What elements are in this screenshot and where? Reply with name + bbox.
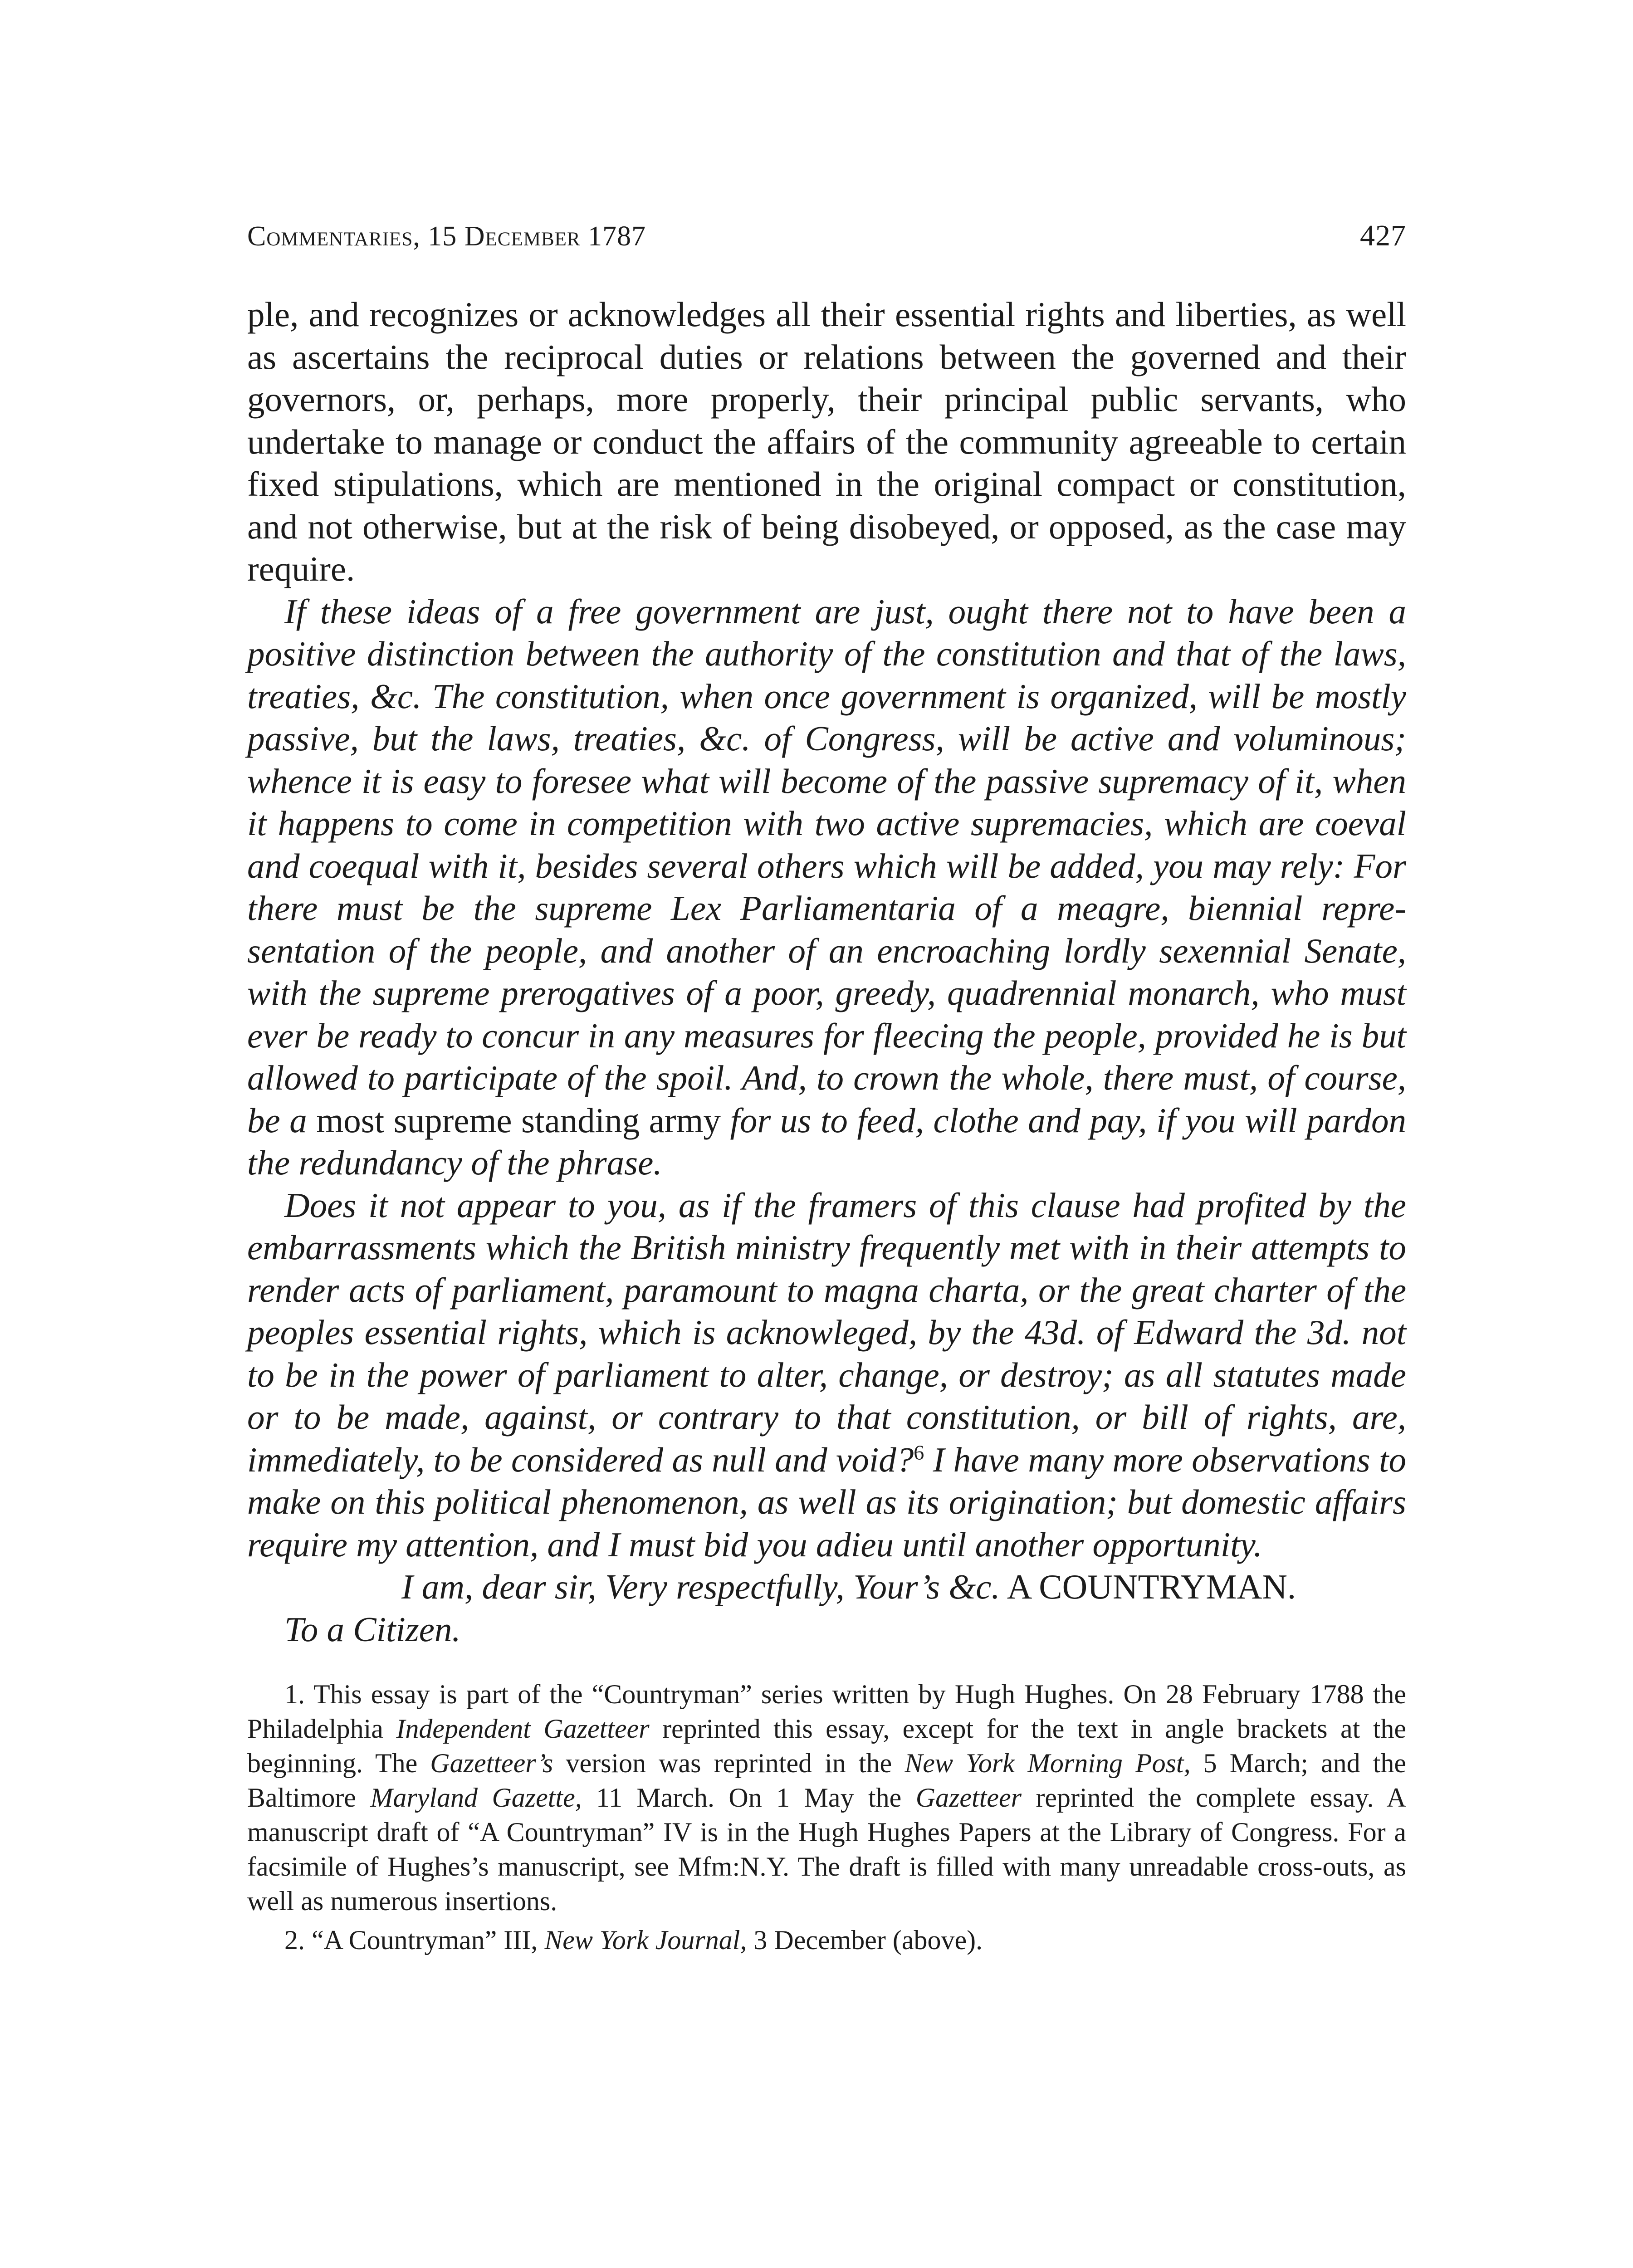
paragraph-3 — [247, 1184, 1406, 1566]
footnote-1-italic-3: New York Morning Post, — [905, 1748, 1191, 1778]
paragraph-3-text-a: Does it not appear to you, as if the framers of this clause had profited by the embarrassments which the British ministry frequently met with in their attempts to render acts of parliament, paramount to magna charta, or the great charter of the peoples essential rights, which is acknowleged, by the 43d. of Edward the 3d. not to be in the power of parliament to alter, change, or destroy; as all statutes made or to be made, against, or contrary to that constitution, or bill of rights, are, immediately, to be considered as null and void? — [247, 1185, 1406, 1479]
signature-line — [247, 1566, 1406, 1608]
paragraph-2 — [247, 591, 1406, 1184]
page-number: 427 — [1360, 219, 1406, 252]
running-head — [247, 218, 1406, 254]
addressee: To a Citizen. — [284, 1609, 461, 1649]
footnote-1-italic-1: Independent Gazetteer — [396, 1714, 650, 1744]
paragraph-2-roman-phrase: most supreme standing army — [316, 1100, 721, 1140]
footnote-2 — [247, 1923, 1406, 1957]
footnote-1 — [247, 1677, 1406, 1918]
footnote-marker-6: 6 — [914, 1440, 924, 1464]
footnote-2-italic-1: New York Journal, — [544, 1925, 747, 1955]
footnote-1-italic-5: Gazetteer — [915, 1783, 1022, 1813]
footnote-1-text-b: reprinted this essay, except for the text in angle brackets at the beginning. The — [247, 1714, 1406, 1778]
footnote-1-text-c: version was reprinted in the — [566, 1748, 892, 1778]
essay-body — [247, 293, 1406, 1651]
footnote-2-text-b: 3 December (above). — [753, 1925, 983, 1955]
footnote-1-text-e: 11 March. On 1 May the — [596, 1783, 902, 1813]
footnote-1-text-f: reprinted the complete essay. A manuscript draft of “A Countryman” IV is in the Hugh Hughes Papers at the Library of Congress. For a facsimile of Hughes’s manuscript, see Mfm:N.Y. The draft is filled with many unreadable cross-outs, as well as numerous insertions. — [247, 1783, 1407, 1916]
running-head-title: Commentaries, 15 December 1787 — [247, 221, 646, 252]
closing-phrase: I am, dear sir, Very respectfully, Your’s &c. — [401, 1567, 1000, 1606]
footnote-1-italic-2: Gazetteer’s — [430, 1748, 553, 1778]
signer-name: A COUNTRYMAN. — [1007, 1567, 1296, 1606]
paragraph-2-text-a: If these ideas of a free government are just, ought there not to have been a positive distinction between the authority of the constitution and that of the laws, treaties, &c. The constitution, when once government is organized, will be mostly passive, but the laws, treaties, &c. of Congress, will be active and voluminous; whence it is easy to foresee what will become of the passive supremacy of it, when it happens to come in competition with two active supremacies, which are coeval and coequal with it, besides several others which will be added, you may rely: For there must be the supreme Lex Parliamentaria of a meagre, biennial representation of the people, and another of an encroaching lordly sexennial Senate, with the supreme prerogatives of a poor, greedy, quadrennial monarch, who must ever be ready to concur in any measures for fleecing the people, provided he is but allowed to participate of the spoil. And, to crown the whole, there must, of course, be a — [247, 591, 1406, 1140]
document-page — [247, 218, 1406, 1962]
paragraph-1: ple, and recognizes or acknowledges all their essential rights and liberties, as well as ascertains the reciprocal duties or relations between the governed and their governors, or, perhaps, more properly, their principal public servants, who undertake to manage or conduct the affairs of the community agreeable to certain fixed stipulations, which are mentioned in the original compact or constitution, and not otherwise, but at the risk of being disobeyed, or opposed, as the case may require. — [247, 295, 1406, 588]
footnote-1-text-a: 1. This essay is part of the “Countryman” series written by Hugh Hughes. On 28 February 1788 the Philadelphia — [247, 1679, 1406, 1744]
footnote-1-text-d: 5 March; and the Baltimore — [247, 1748, 1407, 1813]
footnotes — [247, 1677, 1406, 1957]
paragraph-2-text-b: for us to feed, clothe and pay, if you will pardon the redundancy of the phrase. — [247, 1100, 1406, 1182]
footnote-2-text-a: 2. “A Countryman” III, — [284, 1925, 538, 1955]
footnote-1-italic-4: Maryland Gazette, — [370, 1783, 582, 1813]
paragraph-3-text-b: I have many more observations to make on this political phenomenon, as well as its origination; but domestic affairs require my attention, and I must bid you adieu until another opportunity. — [247, 1440, 1407, 1564]
